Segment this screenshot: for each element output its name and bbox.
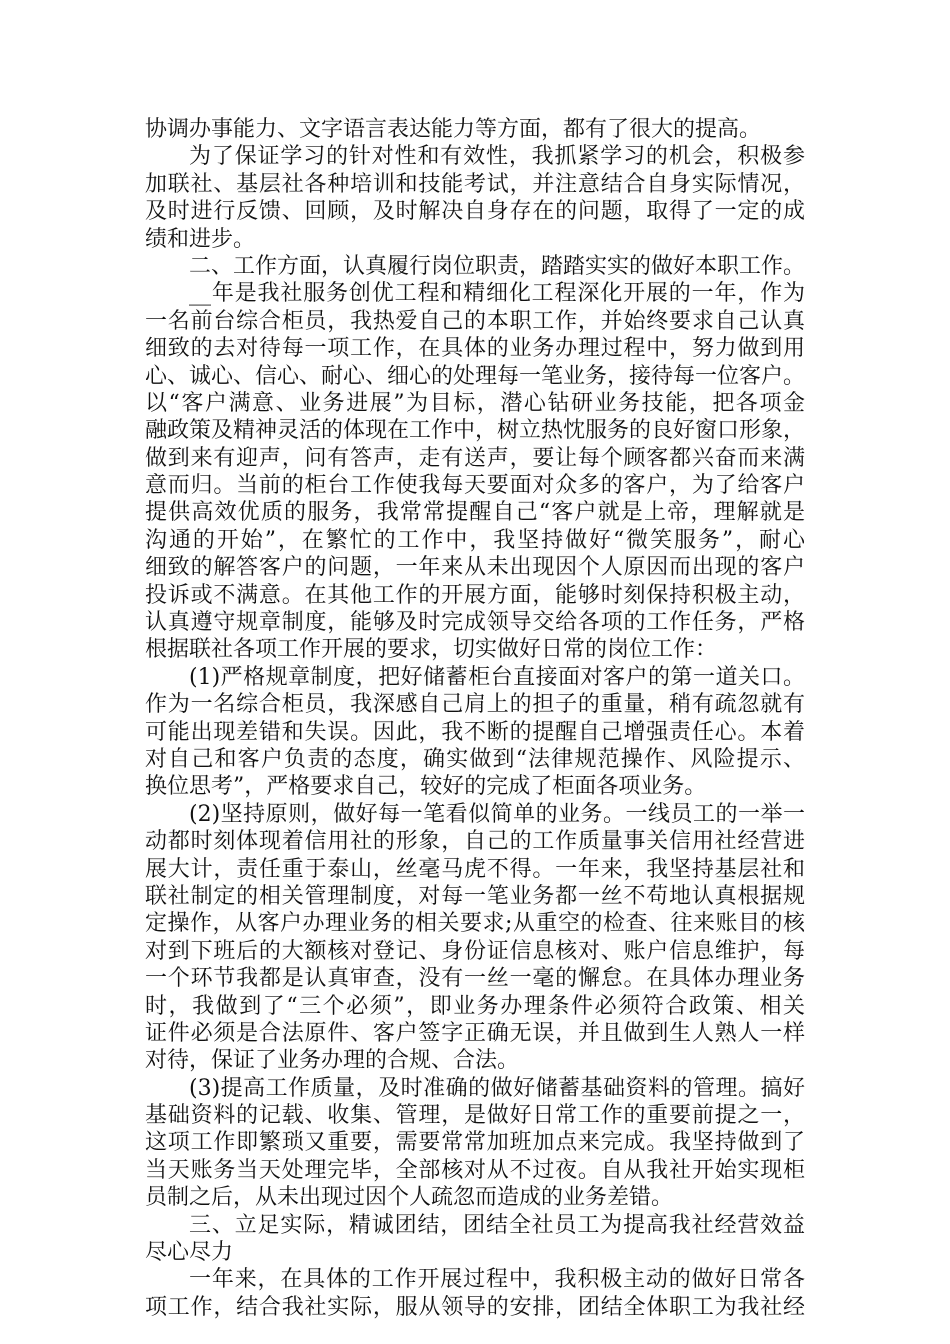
text-line: 换位思考”，严格要求自己，较好的完成了柜面各项业务。 — [145, 774, 707, 800]
text-line: 认真遵守规章制度，能够及时完成领导交给各项的工作任务，严格 — [145, 610, 805, 636]
text-line: 展大计，责任重于泰山，丝毫马虎不得。一年来，我坚持基层社和 — [145, 856, 805, 882]
text-line: 协调办事能力、文字语言表达能力等方面，都有了很大的提高。 — [145, 117, 762, 142]
text-line: 项工作，结合我社实际，服从领导的安排，团结全体职工为我社经 — [145, 1294, 805, 1320]
text-line: 为了保证学习的针对性和有效性，我抓紧学习的机会，积极参 — [189, 144, 805, 170]
text-line: 绩和进步。 — [145, 226, 256, 252]
text-line: 做到来有迎声，问有答声，走有送声，要让每个顾客都兴奋而来满 — [145, 445, 805, 471]
text-line: 动都时刻体现着信用社的形象，自己的工作质量事关信用社经营进 — [145, 829, 805, 855]
text-line: 提供高效优质的服务，我常常提醒自己“客户就是上帝，理解就是 — [145, 500, 805, 526]
text-line: (2)坚持原则，做好每一笔看似简单的业务。一线员工的一举一 — [189, 801, 805, 827]
text-line: 意而归。当前的柜台工作使我每天要面对众多的客户，为了给客户 — [145, 473, 805, 499]
text-line: 这项工作即繁琐又重要，需要常常加班加点来完成。我坚持做到了 — [145, 1130, 805, 1156]
text-line: 心、诚心、信心、耐心、细心的处理每一笔业务，接待每一位客户。 — [145, 363, 806, 389]
text-line: 细致的去对待每一项工作，在具体的业务办理过程中，努力做到用 — [145, 336, 805, 362]
text-line: 一年来，在具体的工作开展过程中，我积极主动的做好日常各 — [189, 1267, 805, 1293]
text-line: 二、工作方面，认真履行岗位职责，踏踏实实的做好本职工作。 — [189, 253, 806, 279]
text-line: 融政策及精神灵活的体现在工作中，树立热忱服务的良好窗口形象， — [145, 418, 806, 444]
text-line: 联社制定的相关管理制度，对每一笔业务都一丝不苟地认真根据规 — [145, 883, 805, 909]
text-line: 投诉或不满意。在其他工作的开展方面，能够时刻保持积极主动， — [145, 582, 805, 608]
text-line: 加联社、基层社各种培训和技能考试，并注意结合自身实际情况， — [145, 171, 805, 197]
text-line: 细致的解答客户的问题，一年来从未出现因个人原因而出现的客户 — [145, 555, 805, 581]
text-line: 基础资料的记载、收集、管理，是做好日常工作的重要前提之一， — [145, 1103, 805, 1129]
text-line: 对待，保证了业务办理的合规、合法。 — [145, 1048, 520, 1074]
text-line: (1)严格规章制度，把好储蓄柜台直接面对客户的第一道关口。 — [189, 664, 805, 690]
text-line: 三、立足实际，精诚团结，团结全社员工为提高我社经营效益 — [189, 1212, 805, 1238]
text-line: 当天账务当天处理完毕，全部核对从不过夜。自从我社开始实现柜 — [145, 1157, 805, 1183]
text-line: 时，我做到了“三个必须”，即业务办理条件必须符合政策、相关 — [145, 993, 805, 1019]
text-line: 对到下班后的大额核对登记、身份证信息核对、账户信息维护，每 — [145, 938, 805, 964]
text-line: 一名前台综合柜员，我热爱自己的本职工作，并始终要求自己认真 — [145, 308, 805, 334]
text-line: 根据联社各项工作开展的要求，切实做好日常的岗位工作： — [145, 637, 718, 663]
text-line: 沟通的开始”，在繁忙的工作中，我坚持做好“微笑服务”，耐心 — [145, 527, 805, 553]
text-line: __年是我社服务创优工程和精细化工程深化开展的一年，作为 — [189, 281, 805, 307]
text-line: 对自己和客户负责的态度，确实做到“法律规范操作、风险提示、 — [145, 746, 805, 772]
text-line: 定操作，从客户办理业务的相关要求;从重空的检查、往来账目的核 — [145, 911, 805, 937]
text-line: 以“客户满意、业务进展”为目标，潜心钻研业务技能，把各项金 — [145, 390, 805, 416]
text-line: 及时进行反馈、回顾，及时解决自身存在的问题，取得了一定的成 — [145, 199, 805, 225]
text-line: 证件必须是合法原件、客户签字正确无误，并且做到生人熟人一样 — [145, 1020, 805, 1046]
document-body — [145, 116, 805, 1321]
text-line: (3)提高工作质量，及时准确的做好储蓄基础资料的管理。搞好 — [189, 1075, 805, 1101]
text-line: 一个环节我都是认真审查，没有一丝一毫的懈怠。在具体办理业务 — [145, 966, 805, 992]
text-line: 作为一名综合柜员，我深感自己肩上的担子的重量，稍有疏忽就有 — [145, 692, 805, 718]
text-line: 员制之后，从未出现过因个人疏忽而造成的业务差错。 — [145, 1185, 674, 1211]
text-line: 可能出现差错和失误。因此，我不断的提醒自己增强责任心。本着 — [145, 719, 805, 745]
text-line: 尽心尽力 — [145, 1240, 234, 1266]
